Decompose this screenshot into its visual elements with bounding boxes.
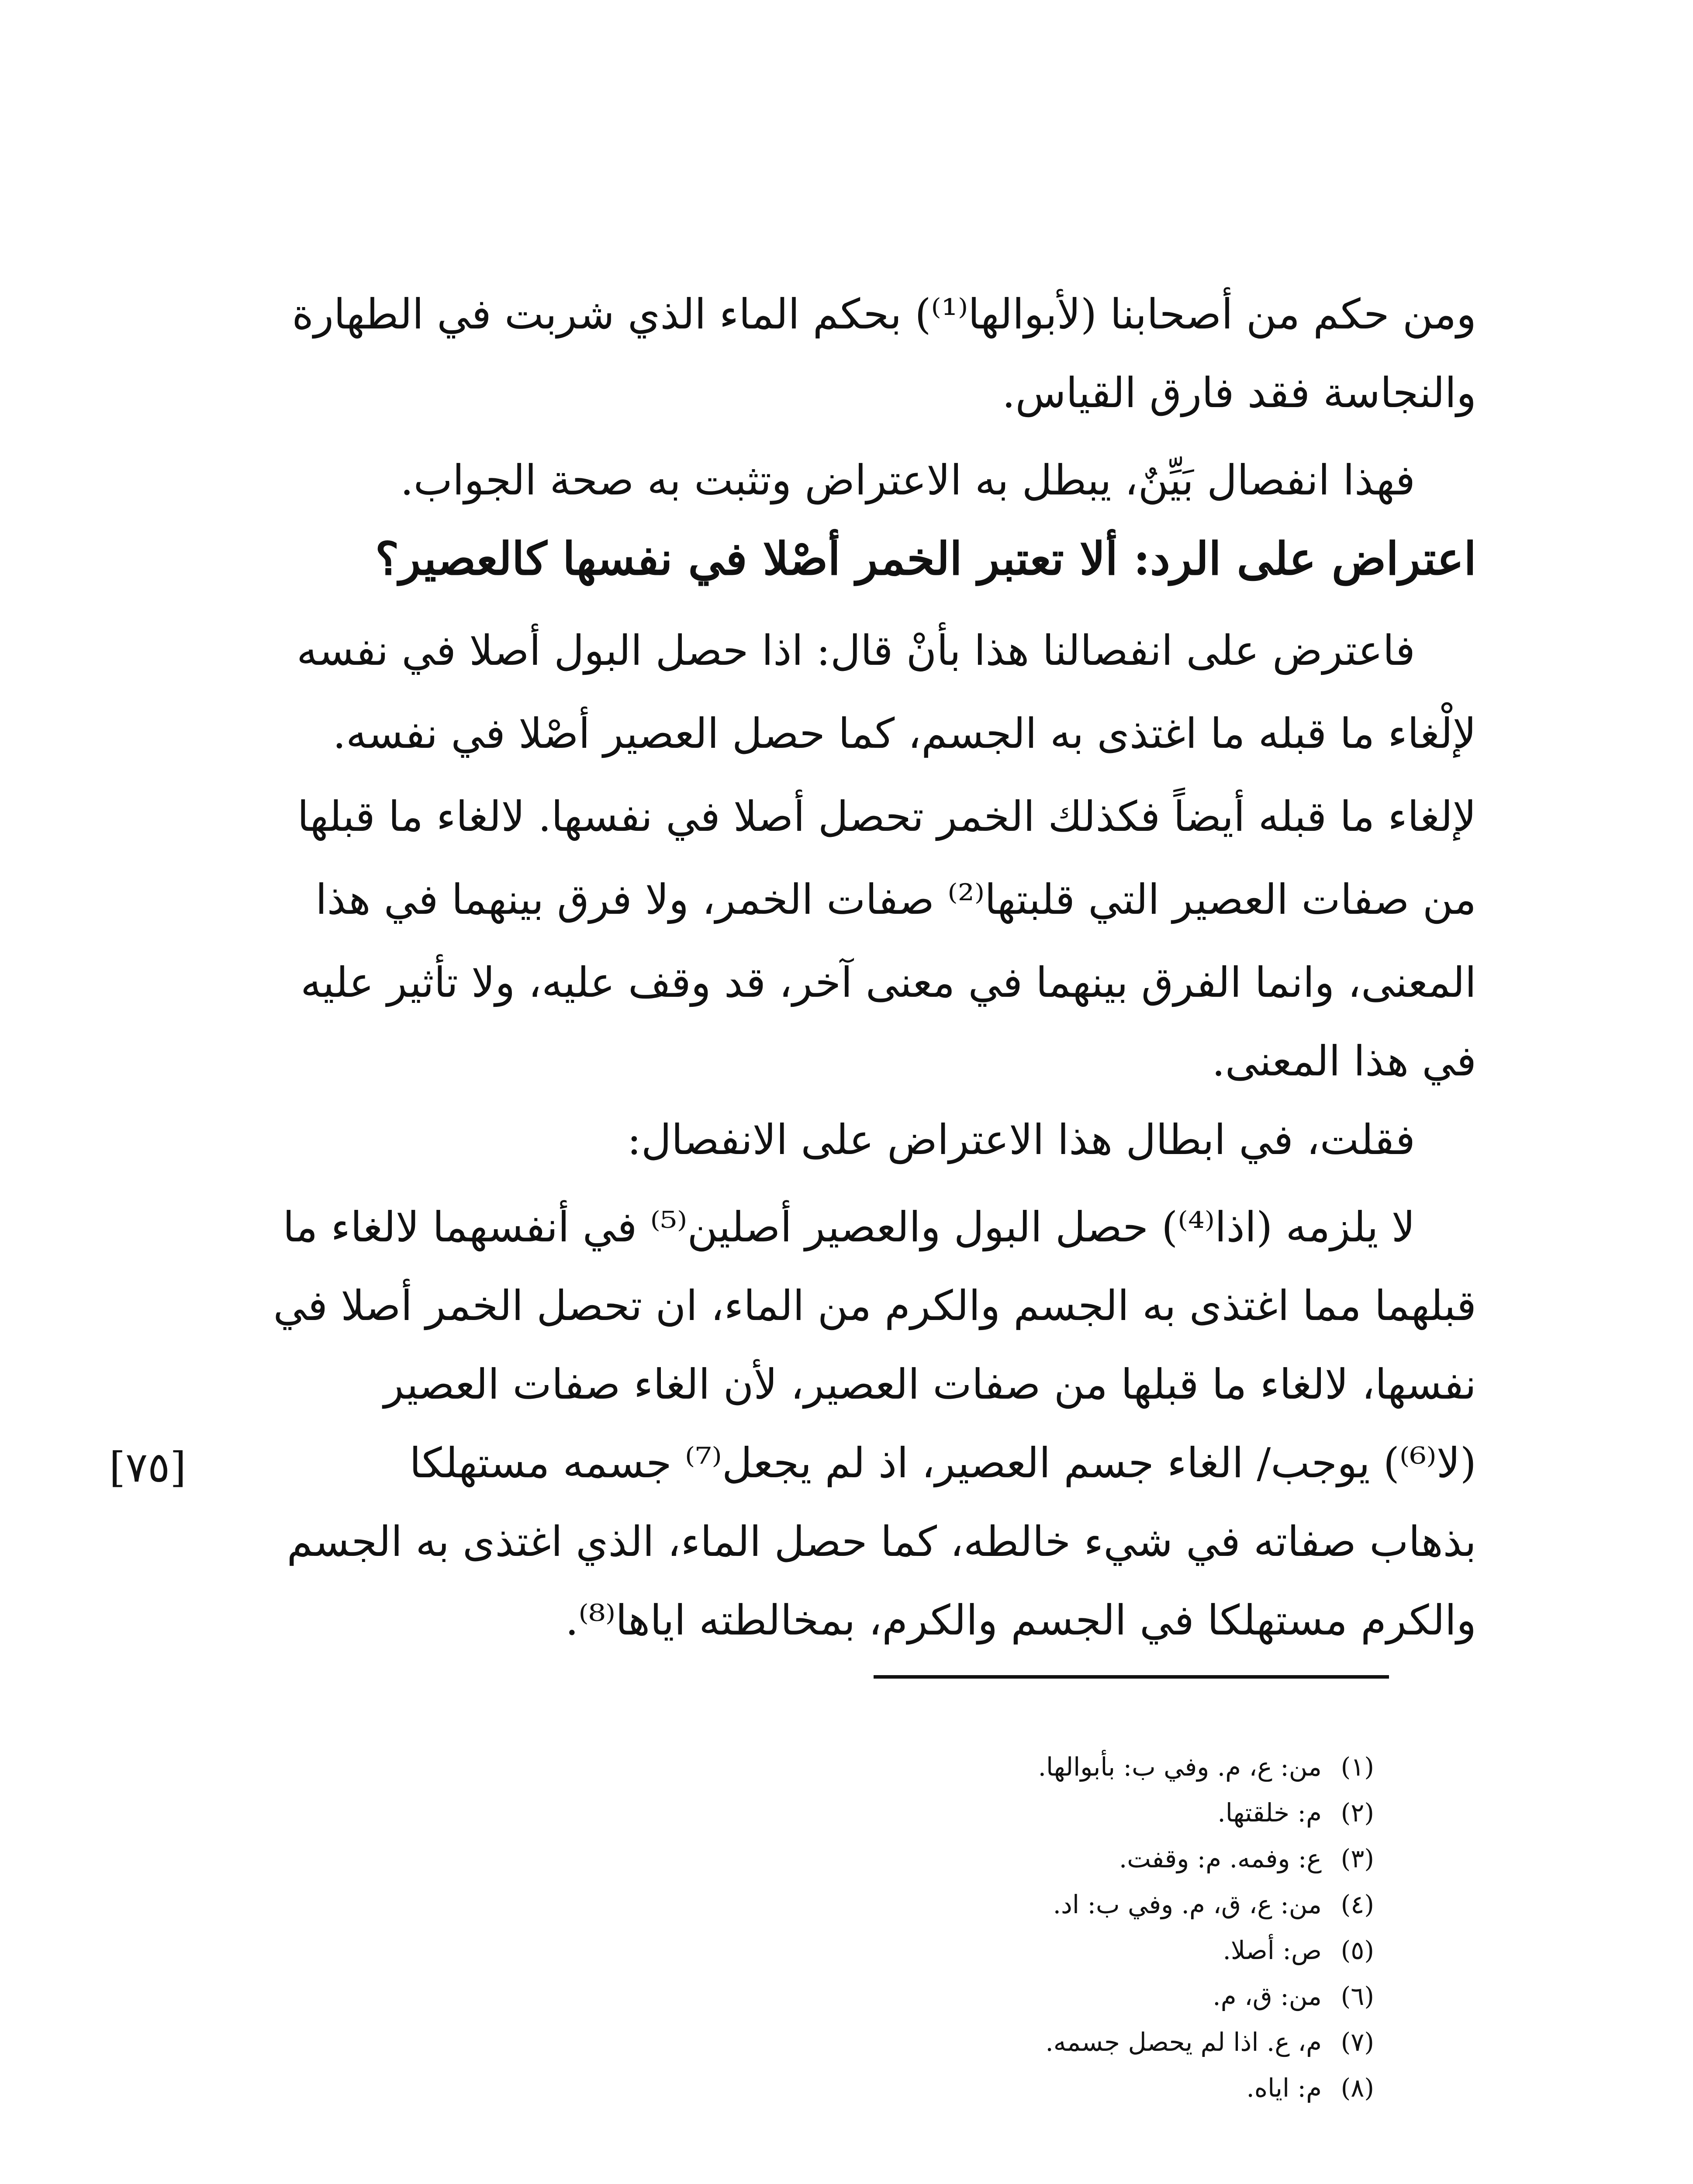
footnote-number: (١) xyxy=(1341,1752,1374,1782)
text-line: فهذا انفصال بَيِّنٌ، يبطل به الاعتراض وتثبت به صحة الجواب. xyxy=(400,456,1415,505)
footnote-text: م: خلقتها. xyxy=(1217,1798,1322,1828)
footnote xyxy=(1213,1977,1374,2016)
footnote xyxy=(1223,1931,1374,1970)
footnote-number: (٤) xyxy=(1341,1890,1374,1919)
section-heading: اعتراض على الرد: ألا تعتبر الخمر أصْلا في نفسها كالعصير؟ xyxy=(375,532,1476,585)
text-line: قبلهما مما اغتذى به الجسم والكرم من الماء، ان تحصل الخمر أصلا في xyxy=(273,1282,1476,1330)
footnote-number: (٢) xyxy=(1341,1798,1374,1828)
text-line: بذهاب صفاته في شيء خالطه، كما حصل الماء، الذي اغتذى به الجسم xyxy=(287,1518,1476,1566)
footnote xyxy=(1053,1885,1374,1924)
footnote-text: ع: وفمه. م: وقفت. xyxy=(1119,1844,1322,1873)
text-line: (لا⁽⁶⁾) يوجب/ الغاء جسم العصير، اذ لم يجعل⁽⁷⁾ جسمه مستهلكا xyxy=(409,1439,1476,1487)
text-line: لإلْغاء ما قبله ما اغتذى به الجسم، كما حصل العصير أصْلا في نفسه. xyxy=(332,710,1476,758)
text-line: نفسها، لالغاء ما قبلها من صفات العصير، لأن الغاء صفات العصير xyxy=(384,1361,1476,1409)
text-line: فقلت، في ابطال هذا الاعتراض على الانفصال: xyxy=(627,1116,1415,1164)
footnote-number: (٦) xyxy=(1341,1981,1374,2011)
footnote xyxy=(1045,2022,1374,2062)
footnote-number: (٧) xyxy=(1341,2027,1374,2057)
footnote-number: (٣) xyxy=(1341,1844,1374,1873)
footnote-text: م: اياه. xyxy=(1246,2073,1322,2103)
text-line: المعنى، وانما الفرق بينهما في معنى آخر، قد وقف عليه، ولا تأثير عليه xyxy=(301,959,1476,1007)
footnote-text: م، ع. اذا لم يحصل جسمه. xyxy=(1045,2027,1322,2057)
text-line: لا يلزمه (اذا⁽⁴⁾) حصل البول والعصير أصلين⁽⁵⁾ في أنفسهما لالغاء ما xyxy=(283,1203,1415,1251)
footnote-text: من: ع، ق، م. وفي ب: اد. xyxy=(1053,1890,1322,1919)
text-line: والكرم مستهلكا في الجسم والكرم، بمخالطته اياها⁽⁸⁾. xyxy=(565,1597,1476,1645)
footnote-number: (٥) xyxy=(1341,1935,1374,1965)
footnote-text: من: ع، م. وفي ب: بأبوالها. xyxy=(1038,1752,1322,1782)
footnote xyxy=(1119,1839,1374,1878)
footnote-number: (٨) xyxy=(1341,2073,1374,2103)
footnote-text: ص: أصلا. xyxy=(1223,1935,1322,1965)
text-line: والنجاسة فقد فارق القياس. xyxy=(1002,369,1476,417)
footnote xyxy=(1217,1793,1374,1832)
text-line: ومن حكم من أصحابنا (لأبوالها⁽¹⁾) بحكم الماء الذي شربت في الطهارة xyxy=(292,290,1476,339)
text-line: في هذا المعنى. xyxy=(1212,1037,1476,1085)
text-line: لإلغاء ما قبله أيضاً فكذلك الخمر تحصل أصلا في نفسها. لالغاء ما قبلها xyxy=(297,793,1476,841)
footnote-divider xyxy=(874,1675,1389,1679)
footnote xyxy=(1246,2068,1374,2108)
margin-page-reference: [٧٥] xyxy=(109,1444,187,1492)
text-line: فاعترض على انفصالنا هذا بأنْ قال: اذا حصل البول أصلا في نفسه xyxy=(297,627,1415,675)
footnote xyxy=(1038,1747,1374,1787)
footnote-text: من: ق، م. xyxy=(1213,1981,1322,2011)
text-line: من صفات العصير التي قلبتها⁽²⁾ صفات الخمر، ولا فرق بينهما في هذا xyxy=(315,876,1476,924)
